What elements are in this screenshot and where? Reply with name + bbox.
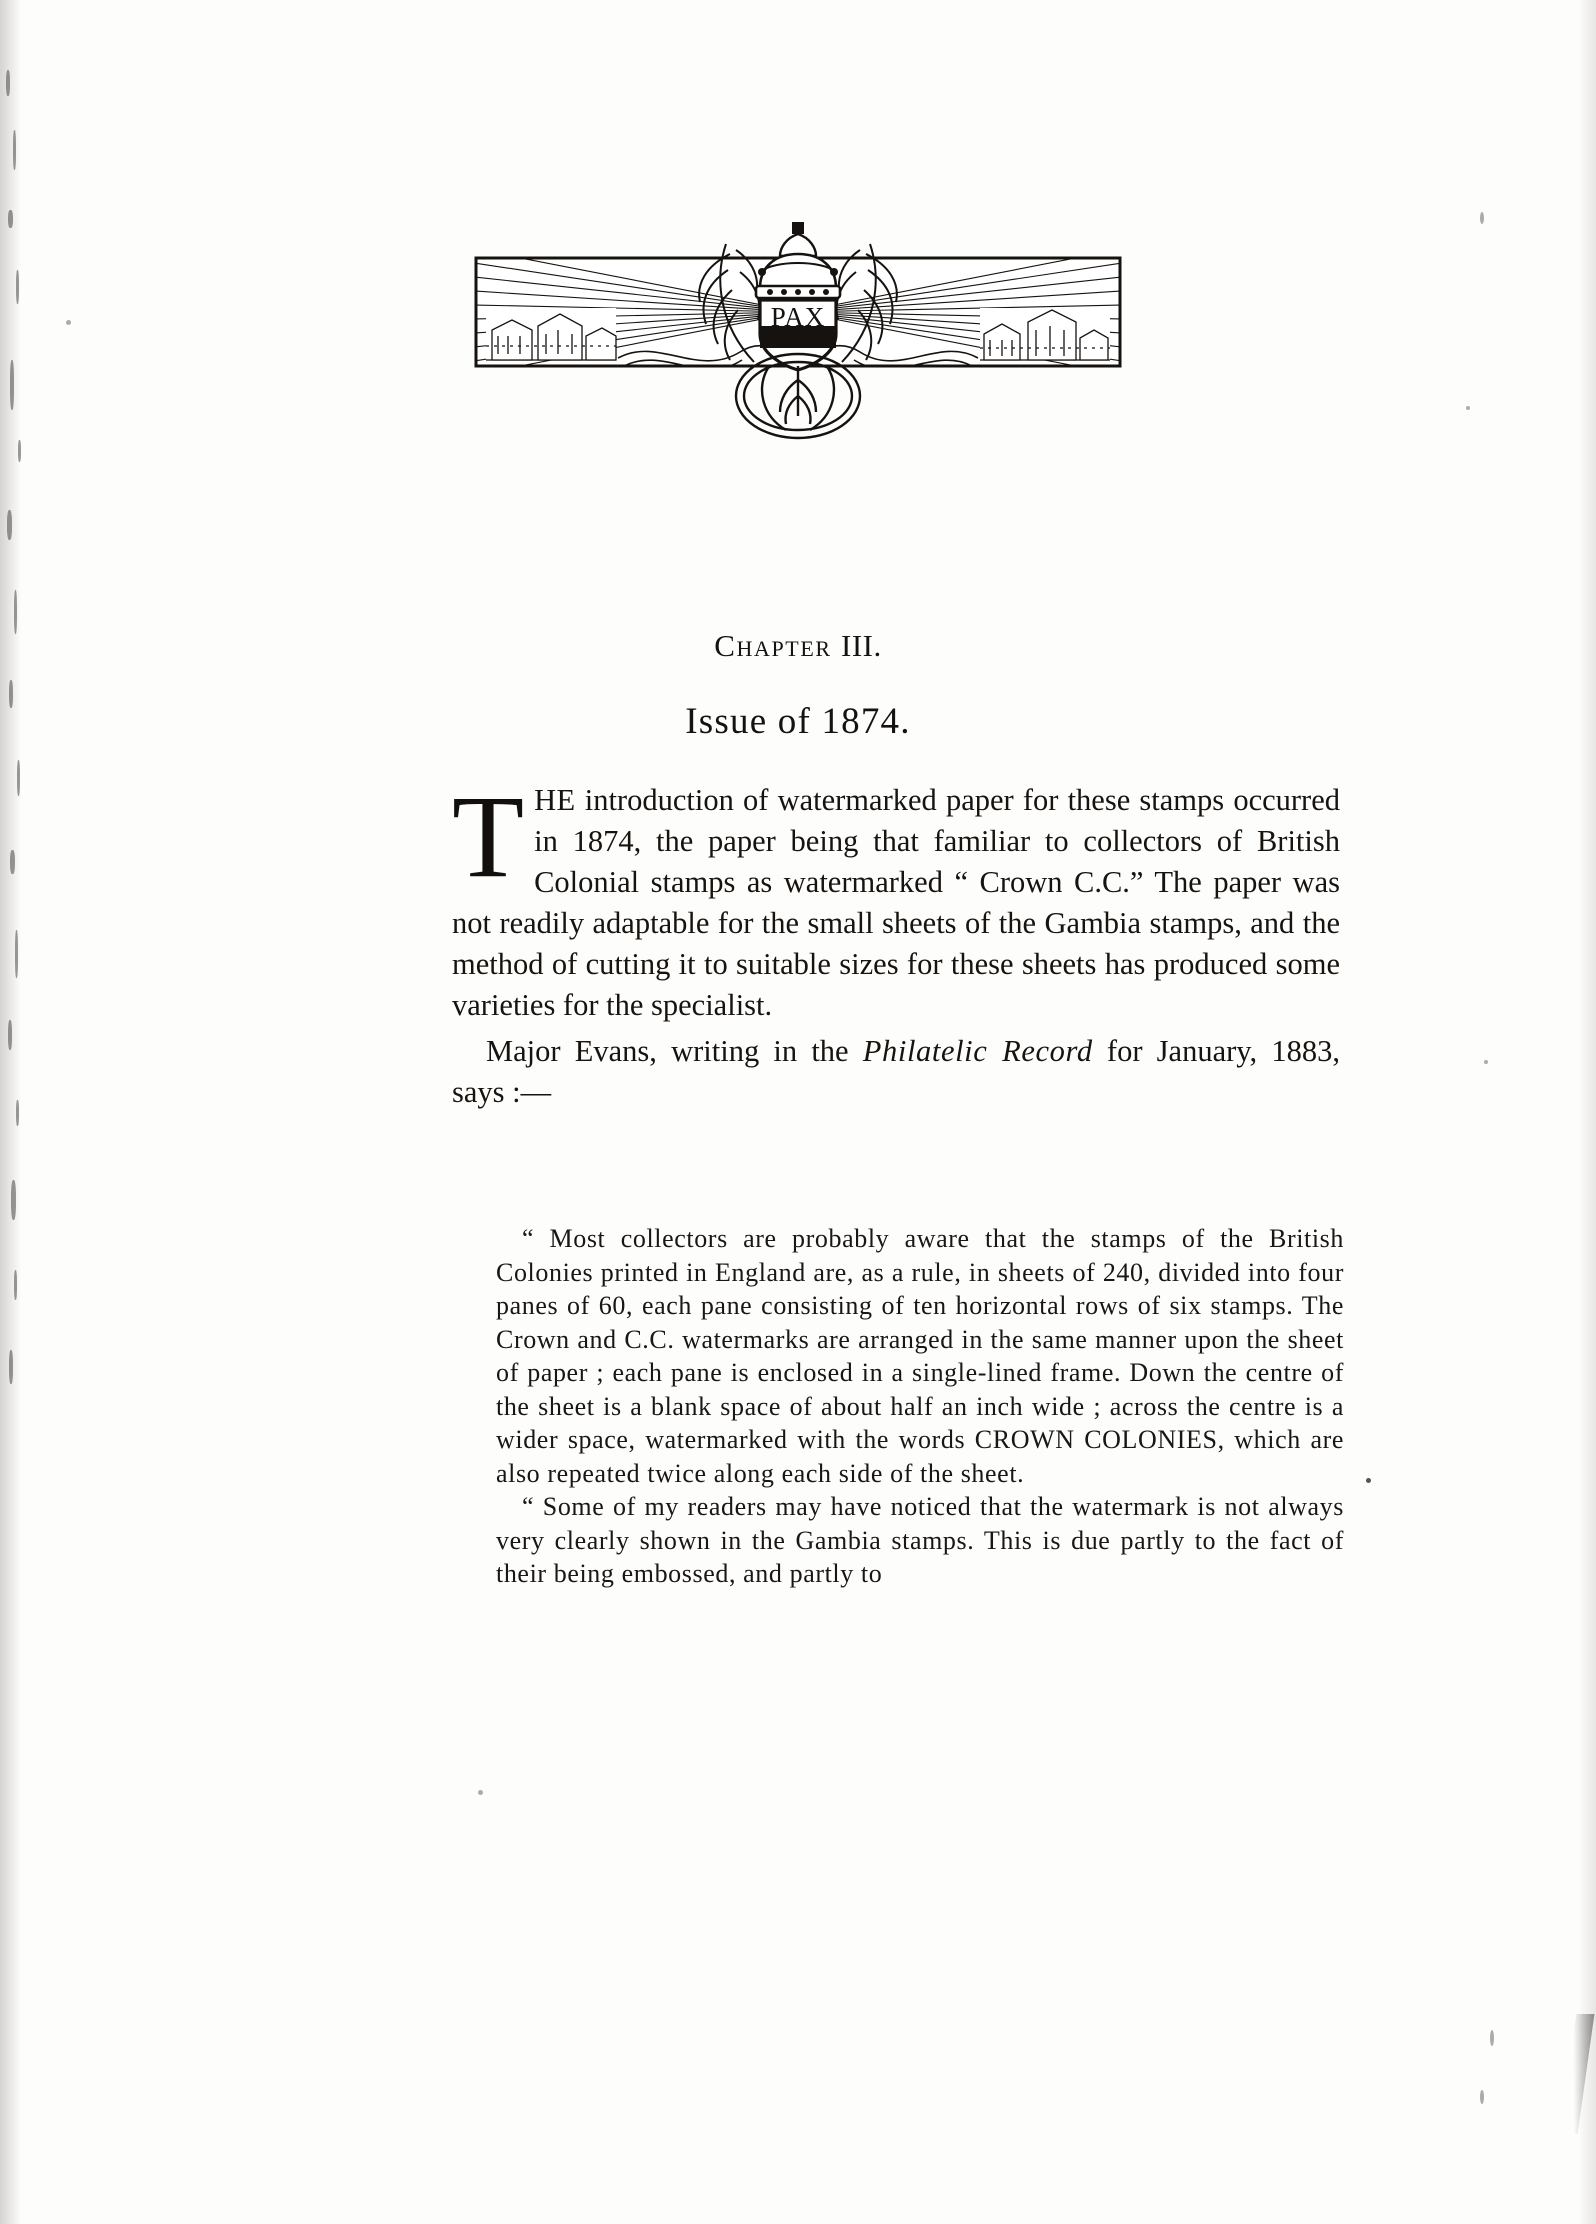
journal-title: Philatelic Record xyxy=(862,1034,1093,1068)
chapter-label: Chapter xyxy=(714,628,832,663)
scan-speck xyxy=(1480,2090,1484,2104)
scan-speck xyxy=(478,1790,483,1795)
paragraph-opening-text: introduction of watermarked paper for these stamps occurred in 1874, the paper being that familiar to collectors of British Colonial stamps as watermarked “ Crown C.C.” The paper was not readily adaptable for the small sheets of the Gambia stamps, and the method of cutting it to suitable sizes for these sheets has produced some varieties for the specialist. xyxy=(452,783,1340,1022)
block-quote xyxy=(496,1222,1344,1591)
chapter-number: III. xyxy=(841,628,882,663)
drop-cap: T xyxy=(452,771,525,902)
scan-speck xyxy=(1466,406,1470,410)
evans-after-italic: for January, 1883, says :— xyxy=(452,1034,1341,1109)
evans-before-italic: Major Evans, writing in the xyxy=(486,1034,863,1068)
quote-paragraph-2: “ Some of my readers may have noticed that the watermark is not always very clearly shown in the Gambia stamps. This is due partly to the fact of their being embossed, and partly to xyxy=(496,1492,1344,1588)
paragraph-opening xyxy=(452,771,1340,1026)
svg-text:PAX: PAX xyxy=(770,302,826,332)
body-column xyxy=(452,771,1341,1113)
chapter-heading xyxy=(0,628,1596,664)
scan-speck xyxy=(1480,212,1484,224)
page-title: Issue of 1874. xyxy=(685,701,911,742)
paragraph-lead-in: HE xyxy=(534,783,576,817)
paragraph-evans xyxy=(452,1031,1340,1113)
scan-speck xyxy=(66,320,71,325)
scan-speck xyxy=(1484,1060,1488,1064)
quote-paragraph-1: “ Most collectors are probably aware that the stamps of the British Colonies printed in England are, as a rule, in sheets of 240, divided into four panes of 60, each pane consisting of ten horizontal rows of six stamps. The Crown and C.C. watermarks are arranged in the same manner upon the sheet of paper ; each pane is enclosed in a single-lined frame. Down the centre of the sheet is a blank space of about half an inch wide ; across the centre is a wider space, watermarked with the words CROWN COLONIES, which are also repeated twice along each side of the sheet. xyxy=(496,1224,1344,1488)
scan-edge-right xyxy=(1574,0,1596,2224)
pax-crown-headpiece-icon xyxy=(468,210,1128,470)
scan-speck xyxy=(1490,2030,1494,2046)
margin-speck xyxy=(1366,1478,1371,1483)
